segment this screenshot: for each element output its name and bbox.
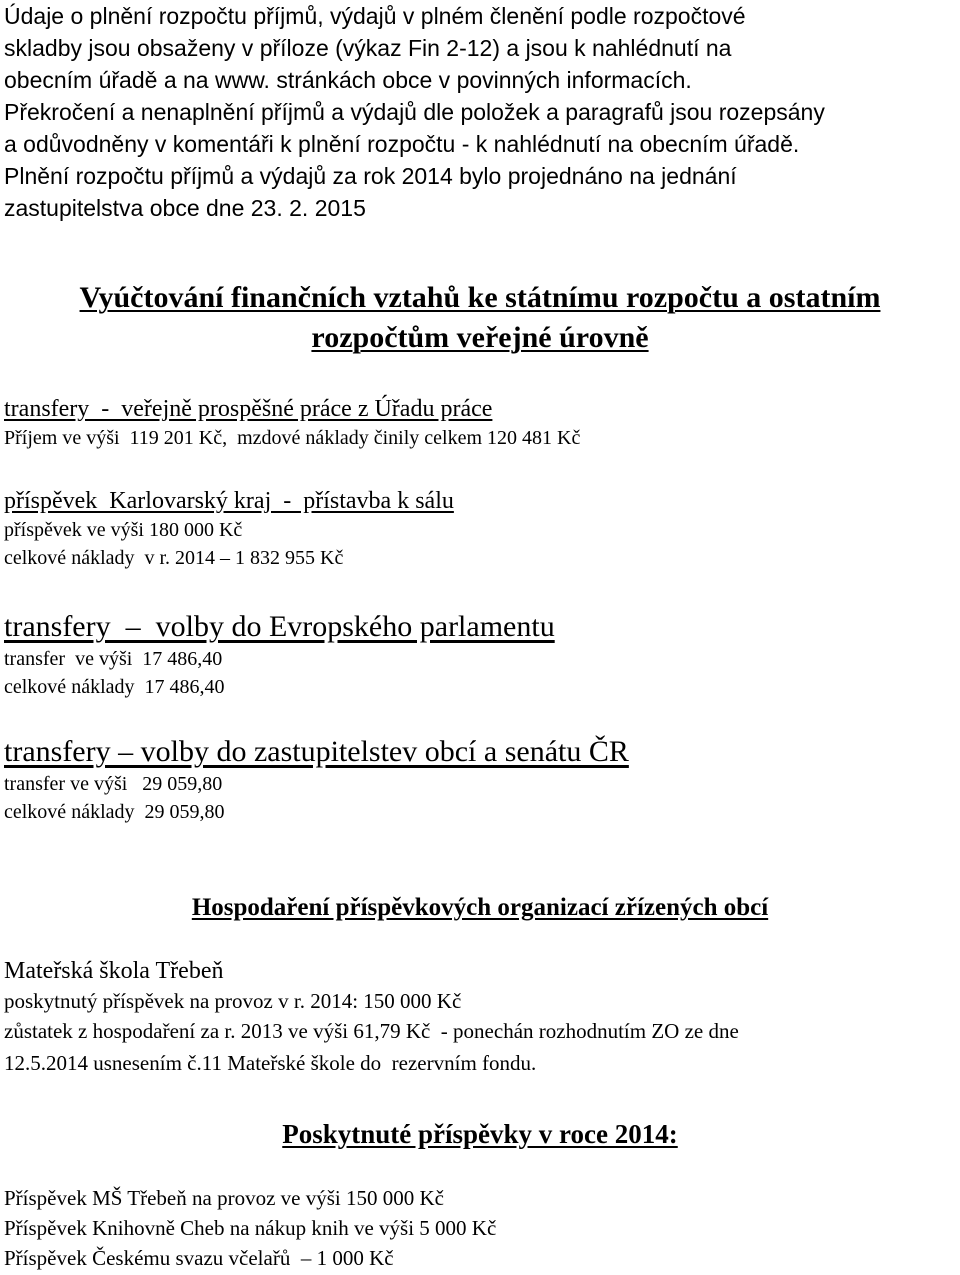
contribution-line: Příspěvek MŠ Třebeň na provoz ve výši 150 000 Kč [4,1186,444,1210]
transfer-item-eu-elections [4,609,954,701]
item-line: celkové náklady v r. 2014 – 1 832 955 Kč [4,547,344,569]
intro-line: Údaje o plnění rozpočtu příjmů, výdajů v plném členění podle rozpočtové [4,3,746,29]
transfer-item-municipal-senate-elections [4,734,954,826]
item-title: transfery – volby do Evropského parlamentu [4,610,555,643]
org-line: poskytnutý příspěvek na provoz v r. 2014: 150 000 Kč [4,989,462,1013]
organization-name: Mateřská škola Třebeň [4,958,224,984]
intro-line: zastupitelstva obce dne 23. 2. 2015 [4,195,366,221]
contribution-line: Příspěvek Českému svazu včelařů – 1 000 Kč [4,1246,394,1270]
transfer-item-public-works [4,394,954,452]
section-heading-granted-contributions: Poskytnuté příspěvky v roce 2014: [282,1119,678,1149]
contribution-line: Příspěvek Knihovně Cheb na nákup knih ve výši 5 000 Kč [4,1216,497,1240]
item-line: Příjem ve výši 119 201 Kč, mzdové náklady činily celkem 120 481 Kč [4,427,581,449]
intro-line: Plnění rozpočtu příjmů a výdajů za rok 2014 bylo projednáno na jednání [4,163,737,189]
item-line: celkové náklady 17 486,40 [4,676,225,698]
item-line: příspěvek ve výši 180 000 Kč [4,519,243,541]
section-heading-financial-settlement [0,278,960,358]
contributions-list [4,1183,954,1273]
org-line: 12.5.2014 usnesením č.11 Mateřské škole do rezervním fondu. [4,1051,537,1075]
item-title: příspěvek Karlovarský kraj - přístavba k sálu [4,488,454,514]
section-heading-line: Vyúčtování finančních vztahů ke státnímu rozpočtu a ostatním [79,281,881,314]
kindergarten-block [4,956,954,1078]
item-line: transfer ve výši 29 059,80 [4,773,223,795]
item-line: transfer ve výši 17 486,40 [4,648,223,670]
intro-line: obecním úřadě a na www. stránkách obce v povinných informacích. [4,67,692,93]
item-line: celkové náklady 29 059,80 [4,801,225,823]
org-line: zůstatek z hospodaření za r. 2013 ve výši 61,79 Kč - ponechán rozhodnutím ZO ze dne [4,1019,739,1043]
section-heading-contributory-organizations: Hospodaření příspěvkových organizací zřízených obcí [191,894,769,921]
contribution-item-karlovarsky-kraj [4,486,954,572]
intro-line: a odůvodněny v komentáři k plnění rozpočtu - k nahlédnutí na obecním úřadě. [4,131,800,157]
item-title: transfery - veřejně prospěšné práce z Úřadu práce [4,396,493,422]
intro-line: Překročení a nenaplnění příjmů a výdajů dle položek a paragrafů jsou rozepsány [4,99,825,125]
intro-line: skladby jsou obsaženy v příloze (výkaz Fin 2-12) a jsou k nahlédnutí na [4,35,732,61]
item-title: transfery – volby do zastupitelstev obcí a senátu ČR [4,735,629,768]
section-heading-line: rozpočtům veřejné úrovně [311,321,649,354]
intro-paragraph [4,0,954,224]
